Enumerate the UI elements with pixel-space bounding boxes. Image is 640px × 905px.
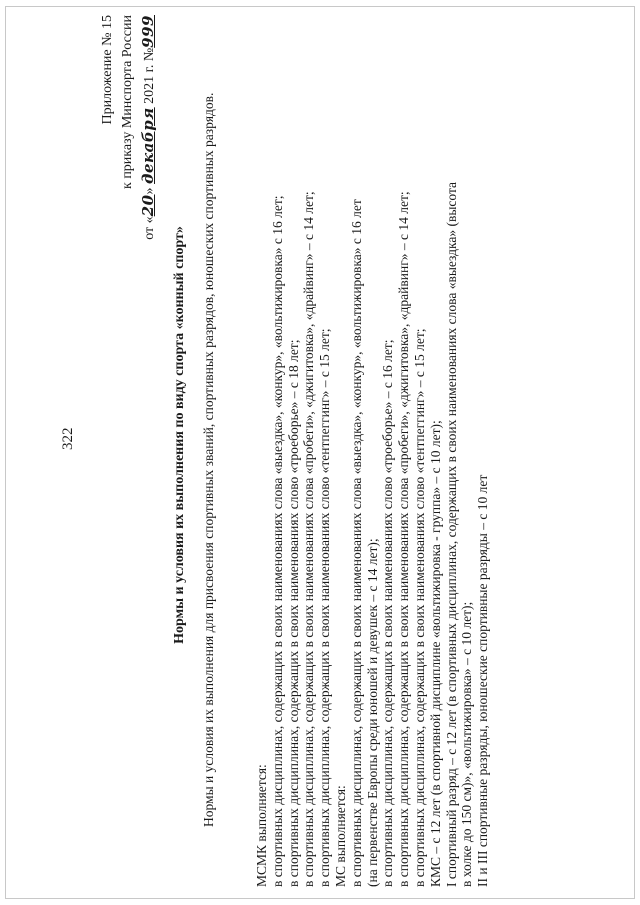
- intro-paragraph: [200, 7, 218, 887]
- norms-body: [254, 7, 491, 887]
- date-year: 2021 г. №: [142, 47, 157, 104]
- date-month: декабря: [139, 107, 157, 184]
- page-number: 322: [60, 427, 76, 450]
- body-line: в спортивных дисциплинах, содержащих в своих наименованиях слова «выездка», «конкур», «вольтижировка» с 16 лет;: [269, 195, 285, 887]
- body-line: в спортивных дисциплинах, содержащих в своих наименованиях слова «пробеги», «джигитовка», «драйвинг» – с 14 лет;: [301, 191, 317, 887]
- body-line: в спортивных дисциплинах, содержащих в своих наименованиях слово «троеборье» – с 18 лет;: [285, 339, 301, 887]
- body-line: в спортивных дисциплинах, содержащих в своих наименованиях слова «пробеги», «джигитовка», «драйвинг» – с 14 лет;: [396, 191, 412, 887]
- intro-text: Нормы и условия их выполнения для присвоения спортивных званий, спортивных разрядов, юношеских спортивных разрядов.: [201, 92, 216, 827]
- body-line: в спортивных дисциплинах, содержащих в своих наименованиях слова «выездка», «конкур», «вольтижировка» с 16 лет: [348, 199, 364, 887]
- document-title: Нормы и условия их выполнения по виду спорта «конный спорт»: [172, 226, 187, 644]
- date-day: 20: [139, 194, 157, 217]
- body-line: (на первенстве Европы среди юношей и девушек – с 14 лет);: [364, 538, 380, 887]
- body-line: МС выполняется:: [332, 785, 348, 887]
- order-number: 999: [139, 15, 157, 48]
- date-prefix: от «: [142, 216, 157, 240]
- body-line: МСМК выполняется:: [254, 764, 269, 887]
- body-line: в спортивных дисциплинах, содержащих в своих наименованиях слово «троеборье» – с 16 лет;: [380, 339, 396, 887]
- appendix-date: [138, 15, 160, 275]
- body-line: в спортивных дисциплинах, содержащих в своих наименованиях слово «тентпеггинг» – с 15 лет;: [411, 328, 427, 887]
- body-line: в спортивных дисциплинах, содержащих в своих наименованиях слово «тентпеггинг» – с 15 лет;: [317, 328, 333, 887]
- body-line: I спортивный разряд – с 12 лет (в спортивных дисциплинах, содержащих в своих наименованиях слова «выездка» (высота: [443, 181, 459, 887]
- appendix-order: к приказу Минспорта России: [120, 15, 135, 189]
- body-line: II и III спортивные разряды, юношеские спортивные разряды – с 10 лет: [475, 474, 491, 887]
- body-line: КМС – с 12 лет (в спортивной дисциплине «вольтижировка - группа» – с 10 лет);: [427, 420, 443, 887]
- date-mid: »: [142, 187, 157, 195]
- appendix-header: [98, 15, 160, 275]
- appendix-number: Приложение № 15: [100, 15, 115, 125]
- body-line: в холке до 150 см)», «вольтижировка» – с 10 лет);: [459, 601, 475, 887]
